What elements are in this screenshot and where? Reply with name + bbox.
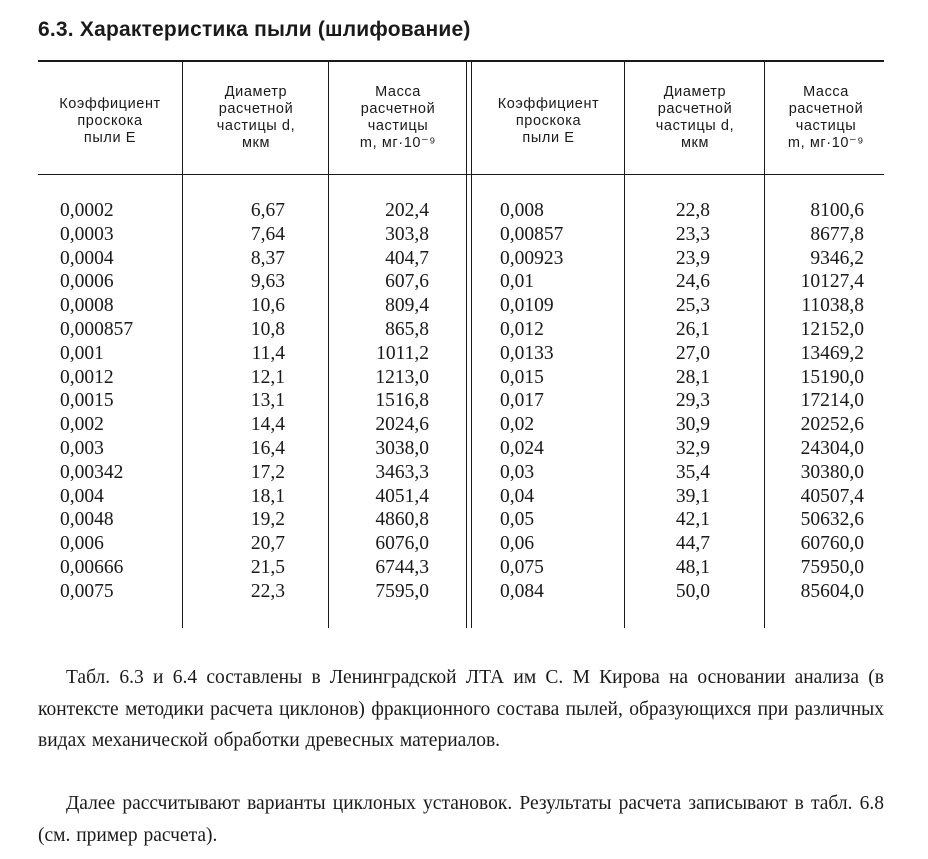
- cell-mass: 11038,8: [801, 295, 864, 317]
- column-divider: [328, 61, 329, 628]
- cell-mass: 20252,6: [800, 414, 864, 436]
- double-column-divider: [466, 61, 467, 628]
- cell-mass: 24304,0: [800, 437, 864, 459]
- cell-coefficient: 0,0006: [60, 271, 114, 293]
- column-diameter: [184, 199, 285, 604]
- cell-coefficient: 0,012: [500, 318, 544, 340]
- cell-coefficient: 0,00857: [500, 223, 564, 245]
- column-mass-right: [766, 199, 864, 604]
- cell-mass: 75950,0: [800, 556, 864, 578]
- cell-coefficient: 0,03: [500, 461, 535, 483]
- cell-coefficient: 0,004: [60, 485, 104, 507]
- cell-coefficient: 0,01: [500, 271, 535, 293]
- cell-coefficient: 0,0004: [60, 247, 114, 269]
- cell-coefficient: 0,0075: [60, 580, 114, 602]
- column-divider: [764, 61, 765, 628]
- cell-mass: 4860,8: [375, 509, 429, 531]
- cell-diameter: 23,9: [675, 247, 710, 269]
- cell-mass: 404,7: [385, 247, 429, 269]
- cell-mass: 6744,3: [375, 556, 429, 578]
- cell-diameter: 6,67: [250, 200, 285, 221]
- cell-diameter: 29,3: [675, 390, 710, 412]
- cell-diameter: 24,6: [675, 271, 710, 293]
- cell-diameter: 23,3: [675, 223, 710, 245]
- cell-mass: 865,8: [385, 318, 429, 340]
- cell-diameter: 48,1: [675, 556, 710, 578]
- column-mass: [330, 199, 429, 604]
- cell-diameter: 19,2: [250, 509, 285, 531]
- cell-diameter: 10,6: [250, 295, 285, 317]
- cell-coefficient: 0,04: [500, 485, 535, 507]
- cell-coefficient: 0,0002: [60, 200, 114, 221]
- cell-mass: 303,8: [385, 223, 429, 245]
- cell-coefficient: 0,0109: [500, 295, 554, 317]
- cell-coefficient: 0,0008: [60, 295, 114, 317]
- cell-coefficient: 0,00666: [60, 556, 124, 578]
- header-coefficient: Коэффициент проскока пыли E: [59, 96, 161, 146]
- cell-coefficient: 0,00342: [60, 461, 124, 483]
- column-divider: [182, 61, 183, 628]
- cell-coefficient: 0,017: [500, 390, 544, 412]
- column-coefficient: [60, 199, 133, 604]
- cell-coefficient: 0,015: [500, 366, 544, 388]
- table-title: 6.3. Характеристика пыли (шлифование): [38, 18, 471, 41]
- cell-diameter: 11,4: [251, 342, 285, 364]
- cell-mass: 1516,8: [375, 390, 429, 412]
- cell-diameter: 8,37: [250, 247, 285, 269]
- cell-coefficient: 0,0048: [60, 509, 114, 531]
- cell-diameter: 26,1: [675, 318, 710, 340]
- cell-diameter: 17,2: [250, 461, 285, 483]
- cell-coefficient: 0,02: [500, 414, 535, 436]
- cell-mass: 12152,0: [800, 318, 864, 340]
- cell-coefficient: 0,002: [60, 414, 104, 436]
- cell-diameter: 42,1: [675, 509, 710, 531]
- cell-mass: 7595,0: [375, 580, 429, 602]
- cell-diameter: 35,4: [675, 461, 710, 483]
- cell-mass: 40507,4: [800, 485, 864, 507]
- cell-mass: 85604,0: [800, 580, 864, 602]
- cell-diameter: 39,1: [675, 485, 710, 507]
- table-top-rule: [38, 60, 884, 62]
- column-coefficient-right: [500, 199, 563, 604]
- cell-mass: 50632,6: [800, 509, 864, 531]
- cell-mass: 202,4: [385, 200, 429, 221]
- note-paragraph: Далее рассчитывают варианты циклоных установок. Результаты расчета записывают в табл. 6.8 (см. пример расчета).: [38, 793, 884, 846]
- cell-coefficient: 0,0133: [500, 342, 554, 364]
- column-divider: [624, 61, 625, 628]
- cell-mass: 9346,2: [810, 247, 864, 269]
- cell-diameter: 7,64: [250, 223, 285, 245]
- header-diameter-right: Диаметр расчетной частицы d, мкм: [655, 84, 735, 151]
- cell-diameter: 13,1: [250, 390, 285, 412]
- cell-coefficient: 0,001: [60, 342, 104, 364]
- header-coefficient-right: Коэффициент проскока пыли E: [497, 96, 600, 146]
- cell-mass: 2024,6: [375, 414, 429, 436]
- cell-mass: 3463,3: [375, 461, 429, 483]
- cell-coefficient: 0,0012: [60, 366, 114, 388]
- header-mass: Масса расчетной частицы m, мг·10⁻⁹: [359, 84, 437, 151]
- cell-diameter: 16,4: [250, 437, 285, 459]
- cell-diameter: 32,9: [675, 437, 710, 459]
- cell-mass: 8677,8: [810, 223, 864, 245]
- cell-diameter: 20,7: [250, 533, 285, 555]
- cell-diameter: 10,8: [250, 318, 285, 340]
- cell-coefficient: 0,0003: [60, 223, 114, 245]
- cell-mass: 17214,0: [800, 390, 864, 412]
- header-diameter: Диаметр расчетной частицы d, мкм: [216, 84, 296, 151]
- cell-coefficient: 0,003: [60, 437, 104, 459]
- cell-coefficient: 0,008: [500, 200, 544, 221]
- cell-coefficient: 0,05: [500, 509, 535, 531]
- cell-diameter: 28,1: [675, 366, 710, 388]
- cell-mass: 809,4: [385, 295, 429, 317]
- note-paragraph: Табл. 6.3 и 6.4 составлены в Ленинградской ЛТА им С. М Кирова на основании анализа (в контексте методики расчета циклонов) фракционного состава пылей, образующихся при различных видах механической обработки древесных материалов.: [38, 667, 884, 751]
- cell-mass: 15190,0: [800, 366, 864, 388]
- cell-diameter: 14,4: [250, 414, 285, 436]
- column-diameter-right: [626, 199, 710, 604]
- cell-coefficient: 0,075: [500, 556, 544, 578]
- cell-mass: 10127,4: [800, 271, 864, 293]
- header-mass-right: Масса расчетной частицы m, мг·10⁻⁹: [787, 84, 865, 151]
- cell-mass: 607,6: [385, 271, 429, 293]
- cell-coefficient: 0,000857: [60, 318, 134, 340]
- cell-coefficient: 0,006: [60, 533, 104, 555]
- cell-diameter: 27,0: [675, 342, 710, 364]
- cell-coefficient: 0,024: [500, 437, 544, 459]
- cell-coefficient: 0,084: [500, 580, 544, 602]
- cell-diameter: 25,3: [675, 295, 710, 317]
- cell-diameter: 22,8: [675, 200, 710, 221]
- table-header-rule: [38, 174, 884, 175]
- cell-mass: 4051,4: [375, 485, 429, 507]
- cell-diameter: 44,7: [675, 533, 710, 555]
- cell-diameter: 12,1: [250, 366, 285, 388]
- cell-diameter: 18,1: [250, 485, 285, 507]
- cell-mass: 13469,2: [800, 342, 864, 364]
- cell-diameter: 50,0: [675, 580, 710, 602]
- cell-mass: 6076,0: [375, 533, 429, 555]
- cell-coefficient: 0,06: [500, 533, 535, 555]
- cell-mass: 3038,0: [375, 437, 429, 459]
- cell-mass: 60760,0: [800, 533, 864, 555]
- cell-mass: 30380,0: [800, 461, 864, 483]
- cell-diameter: 30,9: [675, 414, 710, 436]
- cell-coefficient: 0,0015: [60, 390, 114, 412]
- cell-diameter: 22,3: [250, 580, 285, 602]
- cell-mass: 8100,6: [810, 200, 864, 221]
- cell-diameter: 21,5: [250, 556, 285, 578]
- double-column-divider: [471, 61, 472, 628]
- cell-diameter: 9,63: [250, 271, 285, 293]
- cell-coefficient: 0,00923: [500, 247, 564, 269]
- cell-mass: 1011,2: [376, 342, 429, 364]
- cell-mass: 1213,0: [375, 366, 429, 388]
